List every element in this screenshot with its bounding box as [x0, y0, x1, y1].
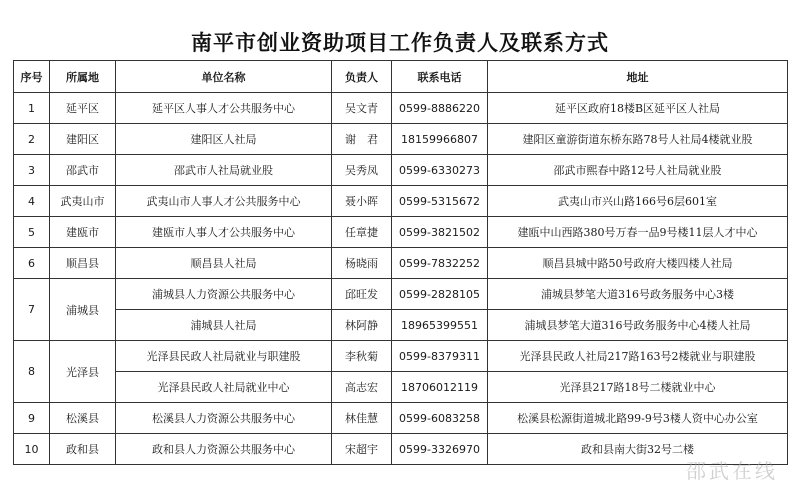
cell-person: 任章捷	[332, 217, 392, 248]
cell-address: 顺昌县城中路50号政府大楼四楼人社局	[488, 248, 788, 279]
cell-phone: 0599-7832252	[392, 248, 488, 279]
cell-person: 谢 君	[332, 124, 392, 155]
cell-phone: 0599-3326970	[392, 434, 488, 465]
table-row	[14, 124, 788, 155]
table-row	[14, 155, 788, 186]
cell-area: 顺昌县	[50, 248, 116, 279]
cell-address: 政和县南大街32号二楼	[488, 434, 788, 465]
table-row	[14, 403, 788, 434]
cell-address: 武夷山市兴山路166号6层601室	[488, 186, 788, 217]
cell-address: 光泽县民政人社局217路163号2楼就业与职建股	[488, 341, 788, 372]
cell-unit: 邵武市人社局就业股	[116, 155, 332, 186]
cell-person: 邱旺发	[332, 279, 392, 310]
cell-address: 松溪县松源街道城北路99-9号3楼人资中心办公室	[488, 403, 788, 434]
cell-phone: 0599-6083258	[392, 403, 488, 434]
cell-unit: 松溪县人力资源公共服务中心	[116, 403, 332, 434]
cell-address: 浦城县梦笔大道316号政务服务中心3楼	[488, 279, 788, 310]
cell-unit: 光泽县民政人社局就业与职建股	[116, 341, 332, 372]
table-row	[14, 434, 788, 465]
cell-unit: 政和县人力资源公共服务中心	[116, 434, 332, 465]
cell-phone: 18706012119	[392, 372, 488, 403]
cell-address: 建阳区童游街道东桥东路78号人社局4楼就业股	[488, 124, 788, 155]
cell-address: 浦城县梦笔大道316号政务服务中心4楼人社局	[488, 310, 788, 341]
table-row	[14, 186, 788, 217]
cell-unit: 光泽县民政人社局就业中心	[116, 372, 332, 403]
cell-seq: 6	[14, 248, 50, 279]
cell-person: 林佳慧	[332, 403, 392, 434]
header-area: 所属地	[50, 61, 116, 93]
cell-seq: 2	[14, 124, 50, 155]
watermark-text: 邵武在线	[686, 459, 778, 483]
cell-address: 建瓯中山西路380号万春一品9号楼11层人才中心	[488, 217, 788, 248]
cell-seq: 10	[14, 434, 50, 465]
cell-seq: 8	[14, 341, 50, 403]
cell-address: 延平区政府18楼B区延平区人社局	[488, 93, 788, 124]
cell-area: 光泽县	[50, 341, 116, 403]
cell-person: 林阿静	[332, 310, 392, 341]
header-unit: 单位名称	[116, 61, 332, 93]
cell-person: 杨晓雨	[332, 248, 392, 279]
cell-seq: 9	[14, 403, 50, 434]
cell-unit: 建阳区人社局	[116, 124, 332, 155]
cell-person: 聂小晖	[332, 186, 392, 217]
cell-person: 高志宏	[332, 372, 392, 403]
cell-phone: 0599-3821502	[392, 217, 488, 248]
cell-area: 建瓯市	[50, 217, 116, 248]
cell-seq: 5	[14, 217, 50, 248]
cell-unit: 浦城县人社局	[116, 310, 332, 341]
table-row	[14, 93, 788, 124]
cell-person: 吴秀凤	[332, 155, 392, 186]
cell-phone: 18965399551	[392, 310, 488, 341]
cell-area: 武夷山市	[50, 186, 116, 217]
cell-phone: 0599-8886220	[392, 93, 488, 124]
header-person: 负责人	[332, 61, 392, 93]
cell-area: 松溪县	[50, 403, 116, 434]
cell-person: 李秋菊	[332, 341, 392, 372]
cell-phone: 0599-5315672	[392, 186, 488, 217]
cell-phone: 0599-2828105	[392, 279, 488, 310]
table-row	[14, 217, 788, 248]
cell-seq: 3	[14, 155, 50, 186]
cell-phone: 0599-6330273	[392, 155, 488, 186]
cell-seq: 4	[14, 186, 50, 217]
header-address: 地址	[488, 61, 788, 93]
cell-person: 宋超宇	[332, 434, 392, 465]
table-header-row	[14, 61, 788, 93]
header-seq: 序号	[14, 61, 50, 93]
cell-area: 邵武市	[50, 155, 116, 186]
cell-area: 延平区	[50, 93, 116, 124]
cell-seq: 1	[14, 93, 50, 124]
cell-area: 建阳区	[50, 124, 116, 155]
cell-phone: 0599-8379311	[392, 341, 488, 372]
page-title: 南平市创业资助项目工作负责人及联系方式	[191, 31, 609, 55]
table-row	[14, 279, 788, 310]
cell-seq: 7	[14, 279, 50, 341]
cell-unit: 延平区人事人才公共服务中心	[116, 93, 332, 124]
cell-address: 邵武市熙春中路12号人社局就业股	[488, 155, 788, 186]
table-row	[14, 248, 788, 279]
cell-phone: 18159966807	[392, 124, 488, 155]
contact-table	[13, 60, 788, 465]
cell-person: 吴文青	[332, 93, 392, 124]
cell-unit: 顺昌县人社局	[116, 248, 332, 279]
cell-area: 政和县	[50, 434, 116, 465]
table-row	[14, 341, 788, 372]
cell-unit: 建瓯市人事人才公共服务中心	[116, 217, 332, 248]
table-row	[14, 372, 788, 403]
header-phone: 联系电话	[392, 61, 488, 93]
table-row	[14, 310, 788, 341]
cell-unit: 浦城县人力资源公共服务中心	[116, 279, 332, 310]
cell-unit: 武夷山市人事人才公共服务中心	[116, 186, 332, 217]
cell-area: 浦城县	[50, 279, 116, 341]
cell-address: 光泽县217路18号二楼就业中心	[488, 372, 788, 403]
